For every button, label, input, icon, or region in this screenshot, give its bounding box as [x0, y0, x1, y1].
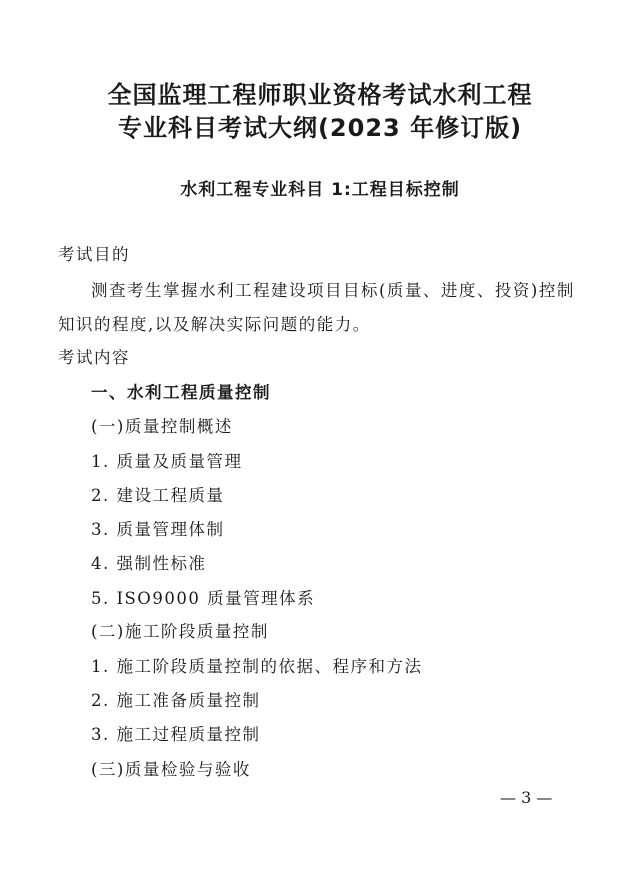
- sub1-heading: (一)质量控制概述: [91, 417, 233, 436]
- list-item: 5. ISO9000 质量管理体系: [91, 589, 316, 608]
- list-item: 3. 施工过程质量控制: [91, 725, 261, 744]
- list-item: 2. 建设工程质量: [91, 486, 225, 505]
- purpose-heading: 考试目的: [58, 245, 130, 264]
- subject-subtitle: 水利工程专业科目 1:工程目标控制: [180, 180, 460, 200]
- list-item: 4. 强制性标准: [91, 554, 207, 573]
- sub2-heading: (二)施工阶段质量控制: [91, 622, 269, 641]
- purpose-text-line1: 测查考生掌握水利工程建设项目目标(质量、进度、投资)控制: [91, 281, 575, 300]
- sub3-heading: (三)质量检验与验收: [91, 760, 251, 779]
- list-item: 3. 质量管理体制: [91, 520, 225, 539]
- document-title-line1: 全国监理工程师职业资格考试水利工程: [107, 81, 533, 109]
- content-heading: 考试内容: [58, 348, 130, 367]
- page-number: — 3 —: [500, 788, 553, 807]
- section1-heading: 一、水利工程质量控制: [91, 383, 271, 402]
- list-item: 1. 施工阶段质量控制的依据、程序和方法: [91, 657, 423, 676]
- list-item: 2. 施工准备质量控制: [91, 691, 261, 710]
- document-title-line2: 专业科目考试大纲(2023 年修订版): [117, 114, 523, 142]
- purpose-text-line2: 知识的程度,以及解决实际问题的能力。: [58, 315, 371, 334]
- list-item: 1. 质量及质量管理: [91, 452, 243, 471]
